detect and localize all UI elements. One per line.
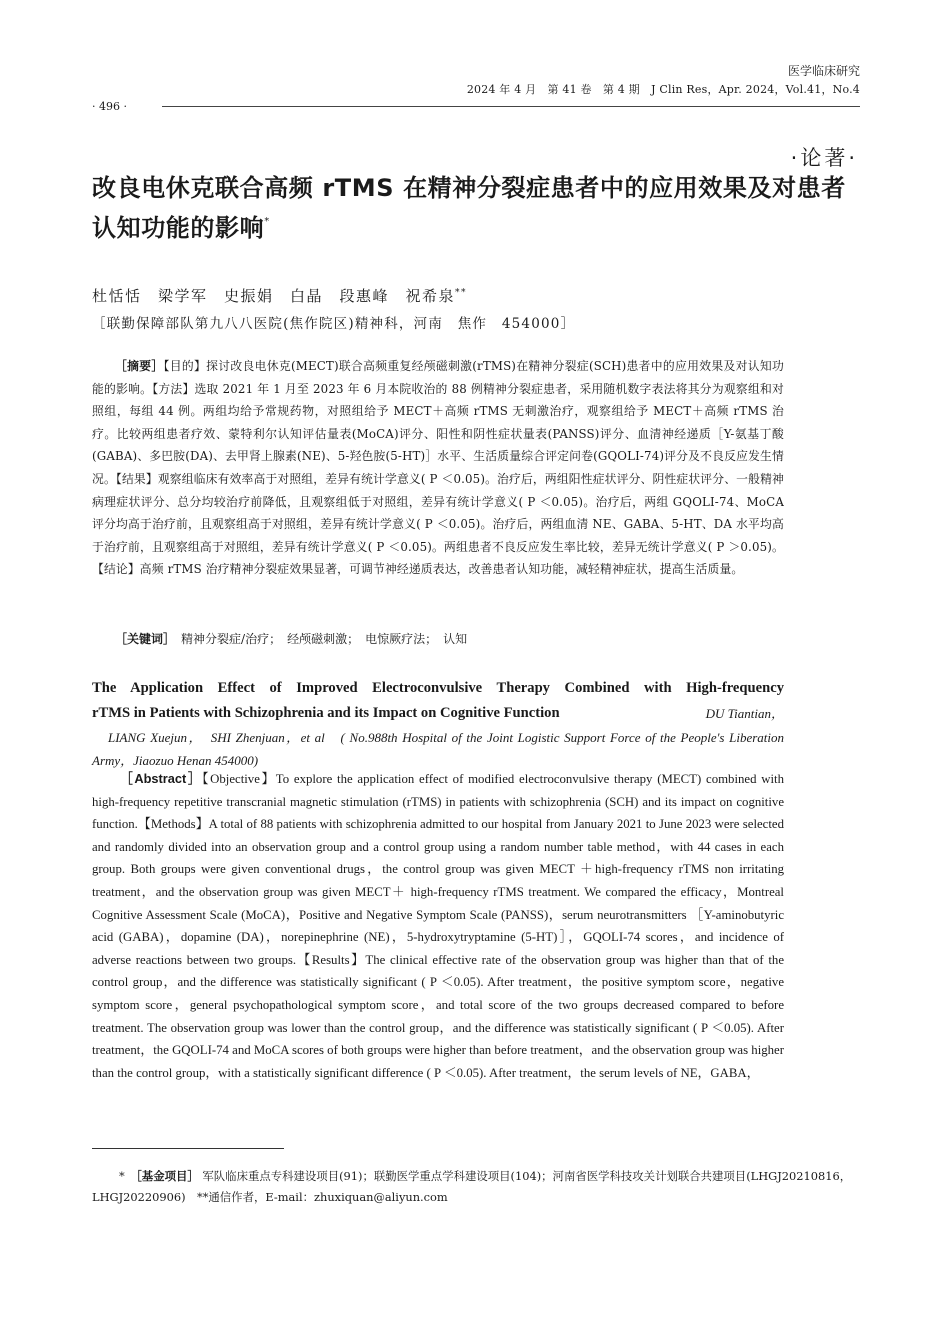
authors-cn-text: 杜恬恬 梁学军 史振娟 白晶 段惠峰 祝希泉 — [92, 287, 456, 305]
affiliation-cn: ［联勤保障部队第九八八医院(焦作院区)精神科，河南 焦作 454000］ — [92, 316, 576, 332]
issue-info: 2024 年 4 月 第 41 卷 第 4 期 J Clin Res，Apr. 2024，Vol.41，No.4 — [466, 83, 860, 96]
corresponding-mark: ** — [455, 288, 468, 298]
title-cn-text: 改良电休克联合高频 rTMS 在精神分裂症患者中的应用效果及对患者认知功能的影响 — [92, 174, 846, 242]
author-list-cn — [92, 285, 467, 306]
title-fund-mark: * — [264, 216, 270, 227]
abstract-cn — [92, 355, 784, 581]
fund-text: 军队临床重点专科建设项目(91)；联勤医学重点学科建设项目(104)；河南省医学科技攻关计划联合共建项目(LHGJ20210816，LHGJ20220906) — [92, 1169, 852, 1204]
first-author-en: DU Tiantian， — [705, 706, 784, 721]
abstract-cn-label: ［摘要］ — [115, 359, 164, 373]
footnote-mark: * — [119, 1169, 125, 1183]
keywords-cn-label: ［关键词］ — [115, 632, 170, 646]
page-number: · 496 · — [92, 100, 127, 113]
title-en-line1: The Application Effect of Improved Electroconvulsive Therapy Combined with High-frequency — [92, 680, 784, 696]
keywords-cn — [115, 630, 467, 647]
section-label: ·论著· — [790, 146, 858, 170]
article-title-en — [92, 676, 784, 726]
abstract-en-label: ［Abstract］ — [120, 771, 203, 786]
fund-label: ［基金项目］ — [136, 1169, 199, 1183]
author-list-en: LIANG Xuejun， SHI Zhenjuan，et al ( No.988th Hospital of the Joint Logistic Support Force of the People's Liberation Army，Jiaozuo Henan 454000) — [92, 730, 784, 768]
abstract-cn-text: 【目的】探讨改良电休克(MECT)联合高频重复经颅磁刺激(rTMS)在精神分裂症(SCH)患者中的应用效果及对认知功能的影响。【方法】选取 2021 年 1 月至 2023 年 6 月本院收治的 88 例精神分裂症患者，采用随机数字表法将其分为观察组和对照组，每组 44 例。两组均给予常规药物，对照组给予 MECT＋高频 rTMS 无刺激治疗，观察组给予 MECT＋高频 rTMS 治疗。比较两组患者疗效、蒙特利尔认知评估量表(MoCA)评分、阳性和阴性症状量表(PANSS)评分、血清神经递质［Y-氨基丁酸(GABA)、多巴胺(DA)、去甲肾上腺素(NE)、5-羟色胺(5-HT)］水平、生活质量综合评定问卷(GQOLI-74)评分及不良反应发生情况。【结果】观察组临床有效率高于对照组，差异有统计学意义( P ＜0.05)。治疗后，两组阳性症状评分、阴性症状评分、一般精神病理症状评分、总分均较治疗前降低，且观察组低于对照组，差异有统计学意义( P ＜0.05)。治疗后，两组 GQOLI-74、MoCA 评分均高于治疗前，且观察组高于对照组，差异有统计学意义( P ＜0.05)。治疗后，两组血清 NE、GABA、5-HT、DA 水平均高于治疗前，且观察组高于对照组，差异有统计学意义( P ＜0.05)。两组患者不良反应发生率比较，差异无统计学意义( P ＞0.05)。【结论】高频 rTMS 治疗精神分裂症效果显著，可调节神经递质表达，改善患者认知功能，减轻精神症状，提高生活质量。 — [92, 359, 784, 577]
title-en-line2: rTMS in Patients with Schizophrenia and its Impact on Cognitive Function — [92, 705, 560, 721]
header-divider — [162, 106, 860, 107]
footnote-divider — [92, 1148, 284, 1149]
journal-name: 医学临床研究 — [787, 64, 860, 78]
keywords-cn-text: 精神分裂症/治疗； 经颅磁刺激； 电惊厥疗法； 认知 — [181, 632, 468, 646]
abstract-en — [92, 768, 784, 1084]
footnote — [92, 1166, 864, 1208]
abstract-en-text: 【Objective】To explore the application effect of modified electroconvulsive therapy (MECT) combined with high-frequency repetitive transcranial magnetic stimulation (rTMS) in patients with schizophrenia (SCH) and its impact on cognitive function.【Methods】A total of 88 patients with schizophrenia admitted to our hospital from January 2021 to June 2023 were selected and randomly divided into an observation group and a control group using a random number table method，with 44 cases in each group. Both groups were given conventional drugs，the control group was given MECT ＋high-frequency rTMS non irritating treatment，and the observation group was given MECT＋ high-frequency rTMS treatment. We compared the efficacy，Montreal Cognitive Assessment Scale (MoCA)，Positive and Negative Symptom Scale (PANSS)，serum neurotransmitters ［Y-aminobutyric acid (GABA)，dopamine (DA)，norepinephrine (NE)，5-hydroxytryptamine (5-HT)］，GQOLI-74 scores，and incidence of adverse reactions between two groups.【Results】The clinical effective rate of the observation group was higher than that of the control group，and the difference was statistically significant ( P ＜0.05). After treatment，the positive symptom score，negative symptom score，general psychopathological symptom score，and total score of the two groups decreased compared to before treatment. The observation group was lower than the control group，and the difference was statistically significant ( P ＜0.05). After treatment，the GQOLI-74 and MoCA scores of both groups were higher than before treatment，and the observation group was higher than the control group，with a statistically significant difference ( P ＜0.05). After treatment，the serum levels of NE，GABA， — [92, 772, 784, 1080]
article-title-cn — [92, 172, 867, 245]
corresponding-email: **通信作者，E-mail：zhuxiquan@aliyun.com — [197, 1190, 448, 1204]
